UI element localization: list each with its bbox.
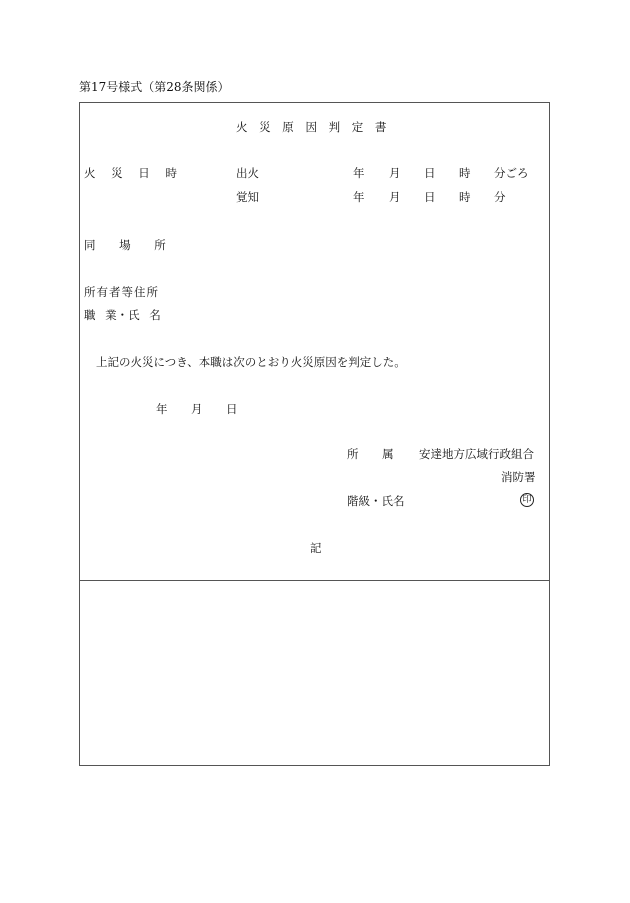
form-number: 第17号様式（第28条関係） [79,80,230,94]
owner-occupation-label: 職 業・氏 名 [84,308,161,322]
fire-datetime-label: 火 災 日 時 [84,166,177,180]
affiliation-label: 所 属 [347,447,394,461]
ki-text: 記 [310,541,322,555]
outbreak-month: 月 [389,166,401,180]
form-frame [79,102,550,766]
outbreak-minute: 分ごろ [494,166,529,180]
rank-name-label: 階級・氏名 [347,494,405,508]
discovery-minute: 分 [494,190,506,204]
date-month: 月 [191,402,203,416]
outbreak-label: 出火 [236,166,259,180]
statement-text: 上記の火災につき、本職は次のとおり火災原因を判定した。 [96,355,406,369]
outbreak-day: 日 [424,166,436,180]
document-title: 火 災 原 因 判 定 書 [236,120,387,134]
affiliation-value: 安達地方広域行政組合 [419,447,534,461]
discovery-year: 年 [353,190,365,204]
owner-address-label: 所有者等住所 [84,285,159,299]
seal-mark: 印 [520,493,534,507]
department: 消防署 [501,470,536,484]
outbreak-year: 年 [353,166,365,180]
date-year: 年 [156,402,168,416]
discovery-hour: 時 [459,190,471,204]
discovery-month: 月 [389,190,401,204]
date-day: 日 [226,402,238,416]
location-label: 同 場 所 [84,238,166,252]
outbreak-hour: 時 [459,166,471,180]
discovery-label: 覚知 [236,190,259,204]
discovery-day: 日 [424,190,436,204]
section-divider [79,580,550,581]
